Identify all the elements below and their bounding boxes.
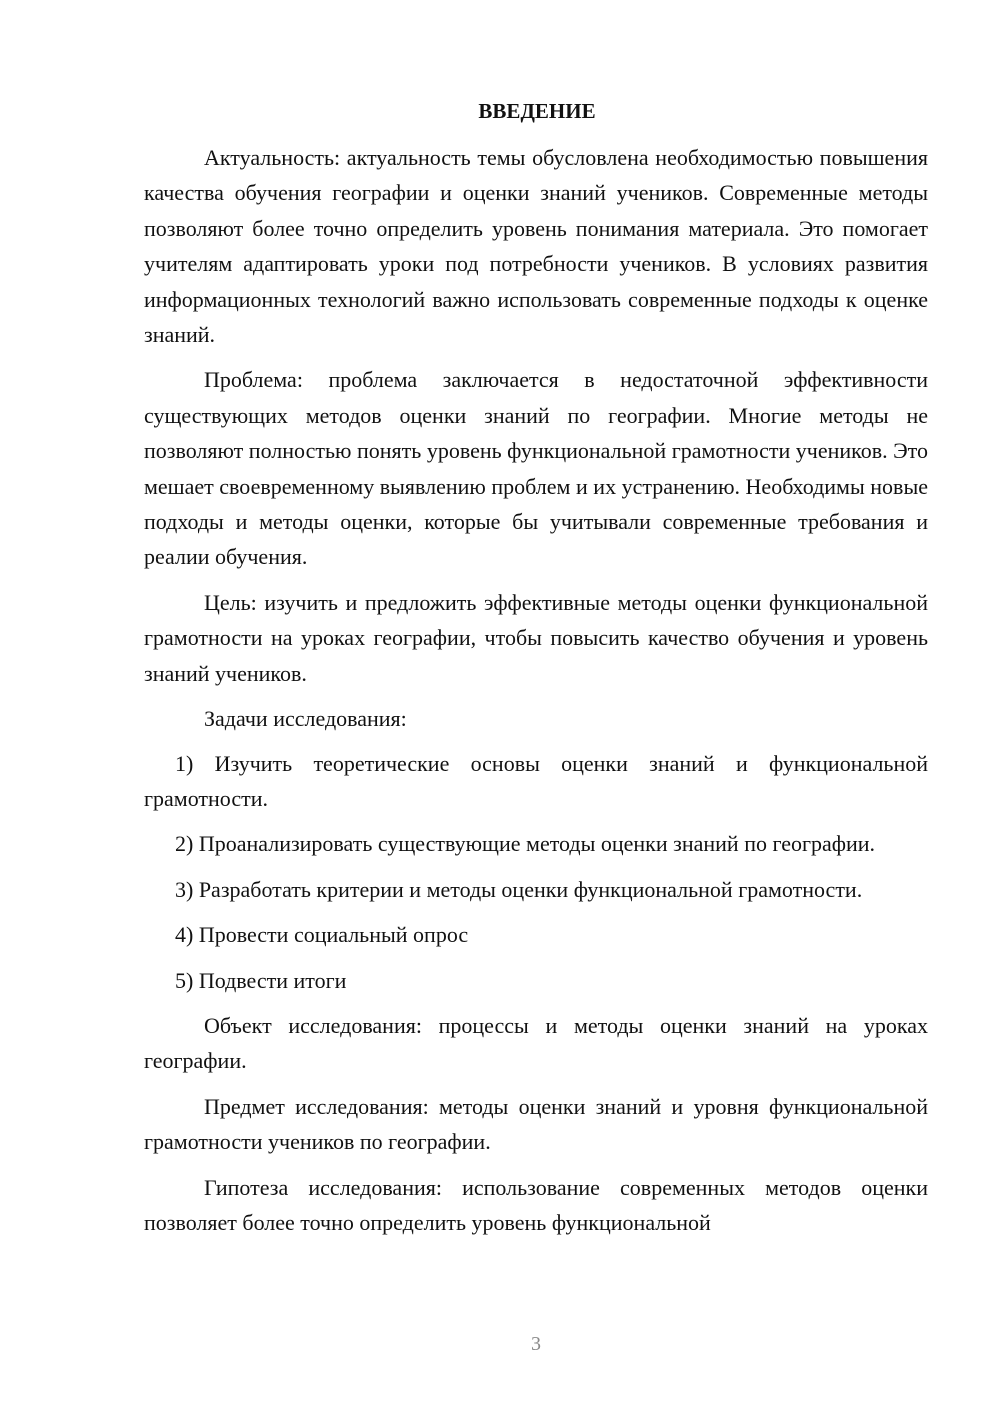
tasks-heading: Задачи исследования:	[204, 706, 407, 732]
task-item-2: 2) Проанализировать существующие методы оценки знаний по географии.	[175, 831, 876, 857]
page-number: 3	[531, 1333, 541, 1355]
hypothesis-paragraph: Гипотеза исследования: использование современных методов оценки позволяет более точно определить уровень функциональной	[144, 1174, 928, 1235]
subject-paragraph: Предмет исследования: методы оценки знаний и уровня функциональной грамотности учеников по географии.	[144, 1093, 928, 1155]
object-paragraph: Объект исследования: процессы и методы оценки знаний на уроках географии.	[144, 1012, 928, 1074]
goal-paragraph: Цель: изучить и предложить эффективные методы оценки функциональной грамотности на уроках географии, чтобы повысить качество обучения и уровень знаний учеников.	[144, 589, 928, 686]
document-body	[144, 96, 928, 1250]
task-item-1: 1) Изучить теоретические основы оценки знаний и функциональной грамотности.	[144, 750, 928, 811]
page-title: ВВЕДЕНИЕ	[478, 99, 596, 123]
task-item-5: 5) Подвести итоги	[175, 967, 347, 993]
task-item-3: 3) Разработать критерии и методы оценки функциональной грамотности.	[175, 876, 863, 902]
task-item-4: 4) Провести социальный опрос	[175, 922, 469, 948]
problem-paragraph: Проблема: проблема заключается в недостаточной эффективности существующих методов оценки знаний по географии. Многие методы не позволяют полностью понять уровень функциональной грамотности учеников. Это мешает своевременному выявлению проблем и их устранению. Необходимы новые подходы и методы оценки, которые бы учитывали современные требования и реалии обучения.	[144, 367, 928, 570]
relevance-paragraph: Актуальность: актуальность темы обусловлена необходимостью повышения качества обучения географии и оценки знаний учеников. Современные методы позволяют более точно определить уровень понимания материала. Это помогает учителям адаптировать уроки под потребности учеников. В условиях развития информационных технологий важно использовать современные подходы к оценке знаний.	[144, 145, 928, 348]
